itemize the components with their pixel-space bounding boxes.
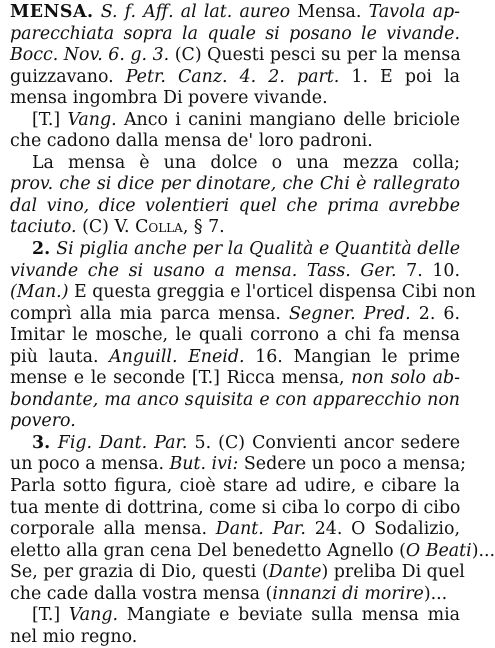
citation-text: 24. O Sodalizio, bbox=[305, 519, 460, 540]
citation-text: 5. (C) Convienti ancor sedere bbox=[187, 432, 461, 453]
citation-text: eletto alla gran cena Del benedetto Agnello ( bbox=[10, 540, 406, 561]
entry-line: dal vino, dice volentieri quel che prima avrebbe bbox=[10, 195, 460, 216]
citation-text: 2. 6. bbox=[410, 303, 460, 324]
sense-number: 3. bbox=[32, 432, 58, 453]
definition-text: Tavola ap- bbox=[361, 2, 460, 22]
citation-text: Mangiate e beviate sulla mensa mia bbox=[118, 605, 461, 626]
definition-text: Si piglia anche per la Qualità e Quantità delle bbox=[56, 239, 461, 260]
entry-line: tua mente di dottrina, come si ciba lo corpo di cibo bbox=[10, 497, 461, 518]
headword: MENSA. bbox=[10, 2, 94, 22]
dictionary-entry-mensa bbox=[10, 2, 495, 648]
entry-line bbox=[10, 110, 460, 132]
citation-source: Petr. Canz. 4. 2. part. bbox=[125, 66, 340, 87]
entry-line bbox=[10, 2, 460, 24]
citation-source: Segner. Pred. bbox=[288, 303, 411, 324]
entry-line bbox=[10, 282, 476, 304]
entry-line bbox=[10, 67, 460, 89]
entry-line bbox=[10, 45, 460, 67]
latin-term: Mensa. bbox=[297, 2, 362, 22]
citation-text: (C) Questi pesci su per la mensa bbox=[169, 45, 461, 66]
sense-number: 2. bbox=[32, 239, 57, 260]
citation-text: 1. E poi la bbox=[339, 66, 460, 87]
entry-line bbox=[10, 433, 460, 455]
citation-source: Vang. bbox=[68, 605, 119, 626]
citation-source: But. ivi: bbox=[169, 454, 239, 475]
entry-line bbox=[10, 519, 460, 541]
entry-line: nel mio regno. bbox=[10, 626, 138, 647]
citation-text: )... bbox=[471, 540, 495, 561]
citation-text: guizzavano. bbox=[10, 66, 126, 87]
citation-text: 7. 10. bbox=[396, 260, 460, 281]
citation-text: ) prelibа Di quel bbox=[321, 562, 465, 583]
citation-source: Vang. bbox=[67, 109, 117, 130]
entry-line: mensa ingombra Di povere vivande. bbox=[10, 88, 328, 109]
entry-line: Parla sotto figura, cioè stare ad udire, e cibare la bbox=[10, 476, 460, 497]
citation-text: più lauta. bbox=[10, 346, 110, 367]
entry-line bbox=[10, 584, 460, 606]
entry-line bbox=[10, 347, 460, 369]
cross-reference-term: Colla bbox=[135, 217, 183, 238]
citation-text: Se, per grazia di Dio, questi ( bbox=[10, 562, 269, 583]
citation-source: (Man.) bbox=[10, 282, 69, 303]
entry-line: parecchiata sopra la quale si posano le vivande. bbox=[10, 23, 460, 44]
entry-line: povero. bbox=[10, 411, 76, 432]
entry-line bbox=[10, 540, 495, 563]
entry-line: che cadono dalla mensa de' loro padroni. bbox=[10, 131, 373, 152]
definition-text: non solo ab- bbox=[351, 368, 460, 389]
cross-reference: , § 7. bbox=[182, 217, 225, 238]
grammar-note: S. f. Aff. al lat. aureo bbox=[100, 2, 298, 22]
definition-text: taciuto. bbox=[10, 217, 77, 238]
citation-source: Dant. Par. bbox=[215, 519, 306, 540]
citation-source: Bocc. Nov. 6. g. 3. bbox=[10, 45, 170, 66]
citation-source: Fig. Dant. Par. bbox=[57, 432, 188, 453]
citation-text: comprì alla mia parca mensa. bbox=[10, 303, 289, 324]
entry-line bbox=[10, 368, 460, 390]
cross-reference: (C) V. bbox=[76, 217, 136, 238]
citation-text: 16. Mangian le prime bbox=[244, 346, 460, 367]
citation-text: corporale alla mensa. bbox=[10, 519, 216, 540]
tommaseo-mark: [T.] bbox=[32, 605, 69, 626]
citation-source: Anguill. Eneid. bbox=[109, 346, 245, 367]
definition-text: vivande che si usano a mensa. Tass. Ger. bbox=[10, 260, 397, 281]
citation-text: che cade dalla vostra mensa ( bbox=[10, 583, 273, 604]
entry-line bbox=[10, 217, 460, 239]
entry-line: Imitar le mosche, le quali corrono a chi fa mensa bbox=[10, 325, 460, 346]
citation-text: )... bbox=[423, 583, 448, 604]
tommaseo-mark: [T.] bbox=[32, 109, 68, 130]
citation-text: Anco i canini mangiano delle briciole bbox=[116, 109, 460, 130]
entry-line bbox=[10, 605, 460, 627]
entry-line bbox=[10, 562, 465, 584]
entry-line: bondante, ma anco squisita e con apparecchio non bbox=[10, 389, 460, 410]
entry-line bbox=[10, 454, 466, 476]
entry-line: La mensa è una dolce o una mezza colla; bbox=[32, 152, 460, 173]
citation-gloss: Dante bbox=[268, 562, 322, 583]
citation-text: un poco a mensa. bbox=[10, 454, 170, 475]
citation-gloss: innanzi di morire bbox=[272, 583, 424, 604]
entry-line bbox=[10, 304, 460, 326]
citation-text: mense e le seconde [T.] Ricca mensa, bbox=[10, 368, 352, 389]
entry-line: prov. che si dice per dinotare, che Chi è rallegrato bbox=[10, 174, 460, 195]
citation-text: E questa greggia e l'orticel dispensa Cibi non bbox=[68, 282, 476, 303]
entry-line bbox=[10, 239, 460, 261]
citation-text: Sedere un poco a mensa; bbox=[238, 454, 466, 475]
citation-gloss: O Beati bbox=[405, 540, 472, 561]
entry-line bbox=[10, 261, 460, 283]
